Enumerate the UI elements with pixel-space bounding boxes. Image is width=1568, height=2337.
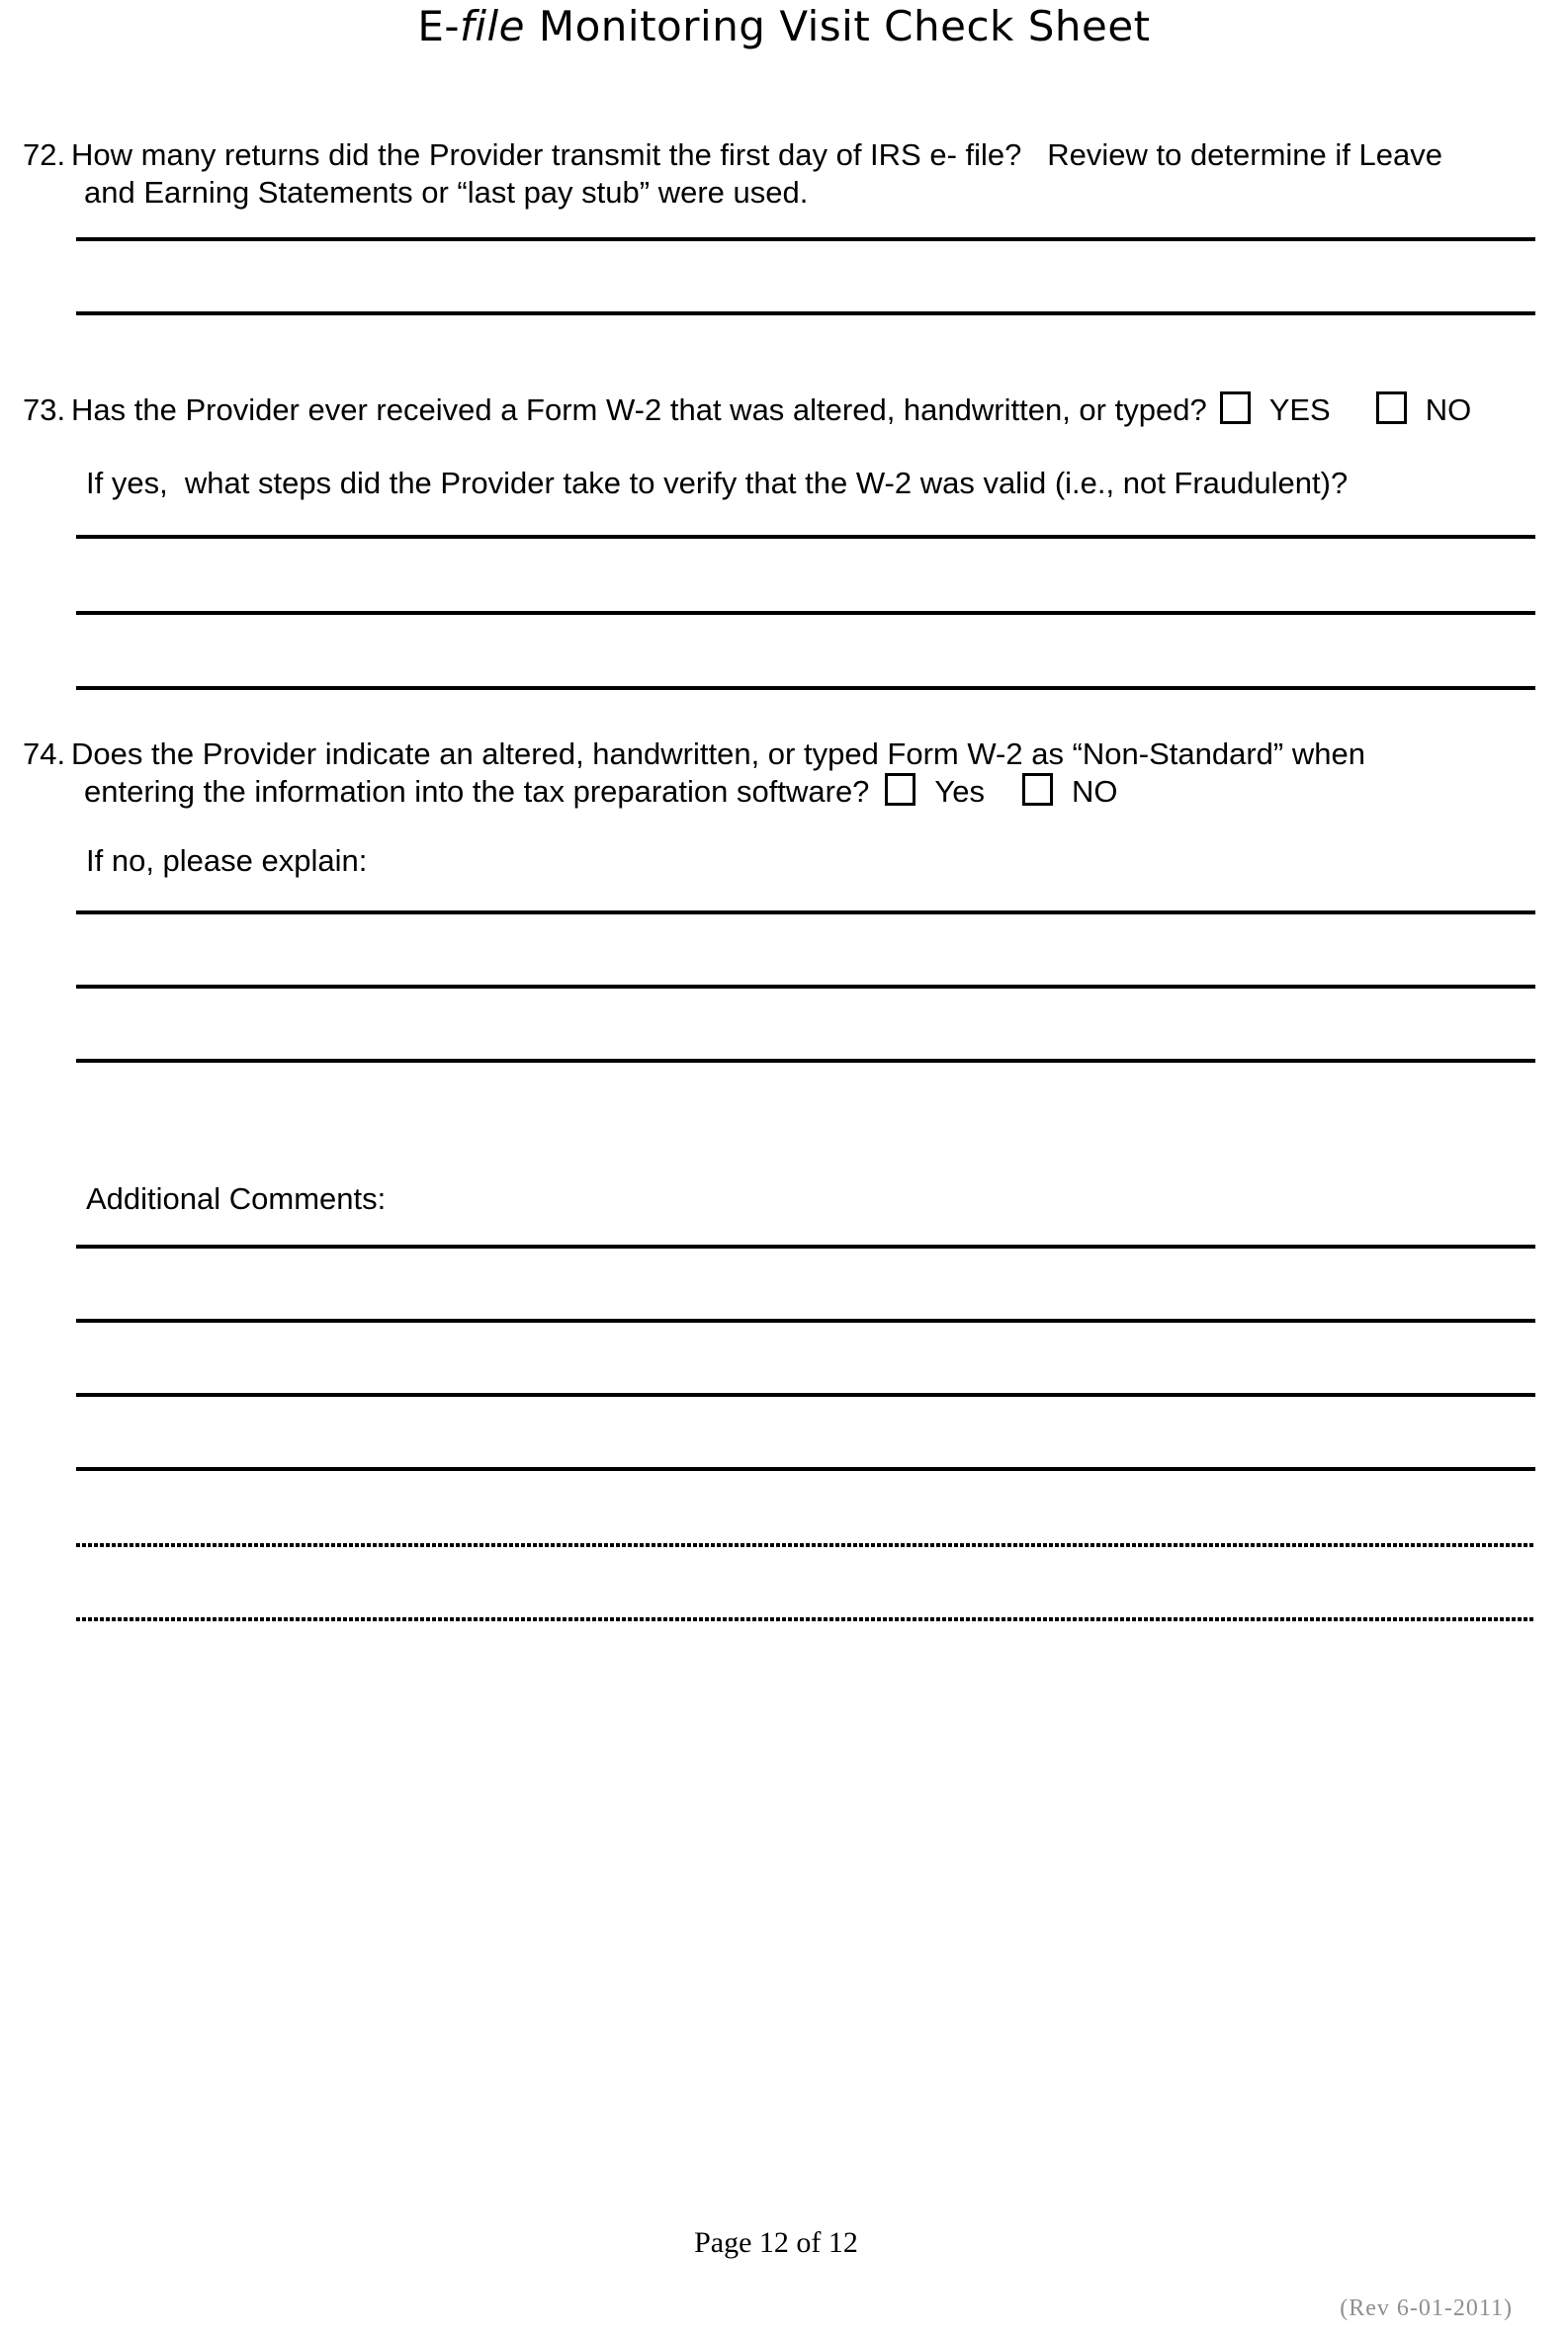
q73-yes-label: YES — [1268, 392, 1331, 427]
question-73-text — [71, 391, 1471, 429]
answer-line — [76, 686, 1535, 690]
q74-no-checkbox[interactable] — [1022, 773, 1053, 806]
question-72 — [23, 136, 1442, 212]
answer-line — [76, 910, 1535, 914]
question-73-followup: If yes, what steps did the Provider take to verify that the W-2 was valid (i.e., not Fraudulent)? — [86, 466, 1349, 500]
question-72-text — [71, 136, 1442, 212]
question-74-followup: If no, please explain: — [86, 843, 368, 878]
q73-yes-checkbox[interactable] — [1220, 391, 1251, 424]
question-73-number: 73. — [23, 392, 66, 427]
question-73-prompt: Has the Provider ever received a Form W-2 that was altered, handwritten, or typed? — [71, 392, 1207, 427]
q73-no-checkbox[interactable] — [1376, 391, 1407, 424]
answer-line — [76, 985, 1535, 989]
answer-line — [76, 535, 1535, 539]
answer-line — [76, 1245, 1535, 1249]
answer-line — [76, 1059, 1535, 1063]
answer-line — [76, 237, 1535, 241]
answer-line — [76, 1393, 1535, 1397]
question-74-number: 74. — [23, 736, 66, 771]
answer-line — [76, 1543, 1535, 1547]
answer-line — [76, 1467, 1535, 1471]
answer-line — [76, 1617, 1535, 1621]
page-number: Page 12 of 12 — [694, 2226, 858, 2259]
q73-no-label: NO — [1425, 392, 1472, 427]
question-72-line1: How many returns did the Provider transmit the first day of IRS e- file? Review to determine if Leave — [71, 137, 1442, 172]
additional-comments-label: Additional Comments: — [86, 1181, 387, 1216]
question-74-line2 — [84, 773, 1365, 811]
revision-stamp: (Rev 6-01-2011) — [1340, 2295, 1513, 2321]
question-72-number: 72. — [23, 137, 66, 172]
answer-line — [76, 611, 1535, 615]
question-72-line2: and Earning Statements or “last pay stub” were used. — [84, 175, 809, 210]
title-prefix: E- — [417, 2, 461, 50]
question-73 — [23, 391, 1471, 429]
page-title — [0, 2, 1568, 51]
answer-line — [76, 1319, 1535, 1323]
question-74 — [23, 736, 1365, 811]
q74-yes-label: Yes — [934, 774, 985, 809]
title-italic-word: file — [460, 2, 526, 50]
q74-yes-checkbox[interactable] — [885, 773, 915, 806]
question-74-prompt: entering the information into the tax preparation software? — [84, 774, 870, 809]
q74-no-label: NO — [1072, 774, 1118, 809]
question-74-line1: Does the Provider indicate an altered, handwritten, or typed Form W-2 as “Non-Standard” when — [71, 736, 1365, 771]
title-rest: Monitoring Visit Check Sheet — [525, 2, 1151, 50]
answer-line — [76, 311, 1535, 315]
